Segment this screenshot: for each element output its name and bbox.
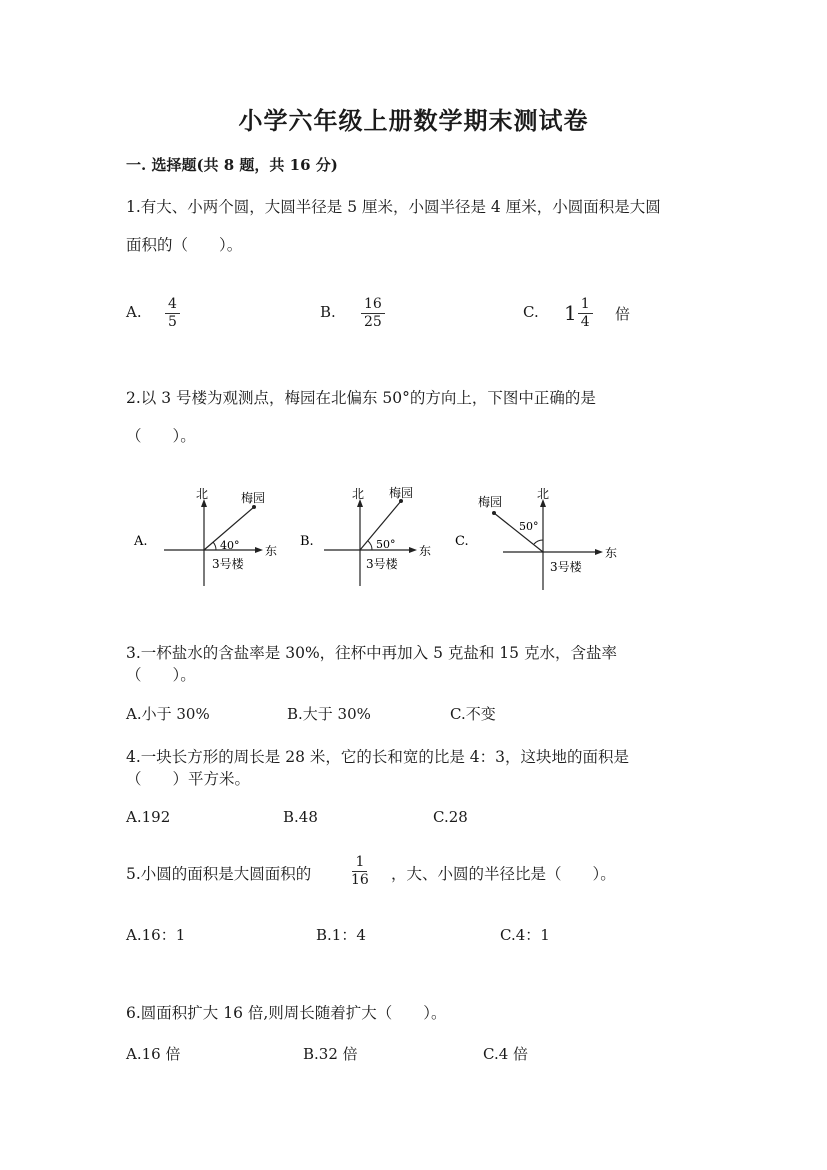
figure-c-origin-label: 3号楼: [550, 560, 582, 574]
fraction-denominator: 5: [168, 313, 177, 330]
question-1-line-2: 面积的（ ）。: [126, 236, 243, 254]
q5-option-b: B.1：4: [316, 926, 366, 944]
figure-c-east-label: 东: [605, 546, 618, 560]
mixed-whole: 1: [564, 301, 577, 326]
figure-b-east-label: 东: [419, 544, 432, 558]
figure-c-north-label: 北: [537, 487, 550, 501]
q1-option-a-label: A.: [126, 303, 142, 321]
q1-option-b-fraction: [361, 297, 385, 329]
question-5-text-after: ，大、小圆的半径比是（ ）。: [391, 865, 616, 883]
question-1-line-1: 1.有大、小两个圆，大圆半径是 5 厘米，小圆半径是 4 厘米，小圆面积是大圆: [126, 198, 661, 216]
figure-c-angle-label: 50°: [519, 520, 539, 533]
q3-option-a: A.小于 30%: [126, 705, 210, 723]
figure-c-label: C.: [455, 534, 469, 549]
q1-option-c-mixed-number: [564, 297, 593, 329]
q1-option-b-label: B.: [320, 303, 336, 321]
fraction-denominator: 16: [351, 871, 369, 888]
fraction-numerator: 4: [165, 297, 180, 314]
q6-option-a: A.16 倍: [126, 1045, 181, 1063]
figure-b-direction-diagram: [298, 482, 438, 594]
question-4-line-2: （ ）平方米。: [126, 770, 251, 788]
q5-option-c: C.4：1: [500, 926, 550, 944]
q3-option-c: C.不变: [450, 705, 496, 723]
figure-b-label: B.: [300, 534, 314, 549]
figure-b-north-label: 北: [352, 487, 365, 501]
q1-option-c-label: C.: [523, 303, 539, 321]
figure-c-angle-arc: [534, 540, 543, 544]
figure-b-origin-label: 3号楼: [366, 557, 398, 571]
q4-option-c: C.28: [433, 808, 468, 826]
page-title: 小学六年级上册数学期末测试卷: [238, 106, 589, 135]
q1-option-a-fraction: [165, 297, 180, 329]
figure-a-east-label: 东: [265, 544, 278, 558]
question-2-line-2: （ ）。: [126, 427, 196, 445]
figure-b-target-label: 梅园: [389, 486, 414, 500]
fraction-numerator: 1: [352, 855, 367, 872]
figure-a-label: A.: [134, 534, 148, 549]
fraction-numerator: 16: [361, 297, 385, 314]
figure-b-east-arrow-icon: [409, 547, 417, 553]
question-5-text-before: 5.小圆的面积是大圆面积的: [126, 865, 312, 883]
figure-a-target-label: 梅园: [241, 491, 266, 505]
figure-a-direction-diagram: [130, 482, 290, 594]
figure-c-east-arrow-icon: [595, 549, 603, 555]
question-5-fraction: [348, 855, 372, 887]
figure-a-angle-label: 40°: [220, 539, 240, 552]
fraction-numerator: 1: [578, 297, 593, 314]
question-3-line-2: （ ）。: [126, 666, 196, 684]
fraction-denominator: 25: [364, 313, 382, 330]
figure-b-angle-arc: [368, 541, 372, 550]
q1-option-c-unit: 倍: [615, 305, 631, 323]
figure-c-direction-diagram: [453, 482, 623, 594]
q6-option-b: B.32 倍: [303, 1045, 358, 1063]
figure-a-angle-arc: [213, 542, 216, 550]
figure-c-target-point: [492, 511, 496, 515]
q6-option-c: C.4 倍: [483, 1045, 529, 1063]
question-2-line-1: 2.以 3 号楼为观测点，梅园在北偏东 50°的方向上，下图中正确的是: [126, 389, 596, 407]
question-6-line-1: 6.圆面积扩大 16 倍,则周长随着扩大（ ）。: [126, 1004, 447, 1022]
question-3-line-1: 3.一杯盐水的含盐率是 30%，往杯中再加入 5 克盐和 15 克水，含盐率: [126, 644, 617, 662]
q4-option-b: B.48: [283, 808, 318, 826]
q3-option-b: B.大于 30%: [287, 705, 371, 723]
figure-a-east-arrow-icon: [255, 547, 263, 553]
figure-a-target-point: [252, 505, 256, 509]
q5-option-a: A.16：1: [126, 926, 186, 944]
fraction-denominator: 4: [580, 313, 590, 330]
q4-option-a: A.192: [126, 808, 171, 826]
figure-a-origin-label: 3号楼: [212, 557, 244, 571]
figure-a-north-label: 北: [196, 487, 209, 501]
figure-c-target-label: 梅园: [478, 495, 503, 509]
section-heading-choice: 一. 选择题(共 8 题，共 16 分): [126, 156, 338, 174]
figure-b-angle-label: 50°: [376, 538, 396, 551]
question-4-line-1: 4.一块长方形的周长是 28 米，它的长和宽的比是 4：3，这块地的面积是: [126, 748, 630, 766]
